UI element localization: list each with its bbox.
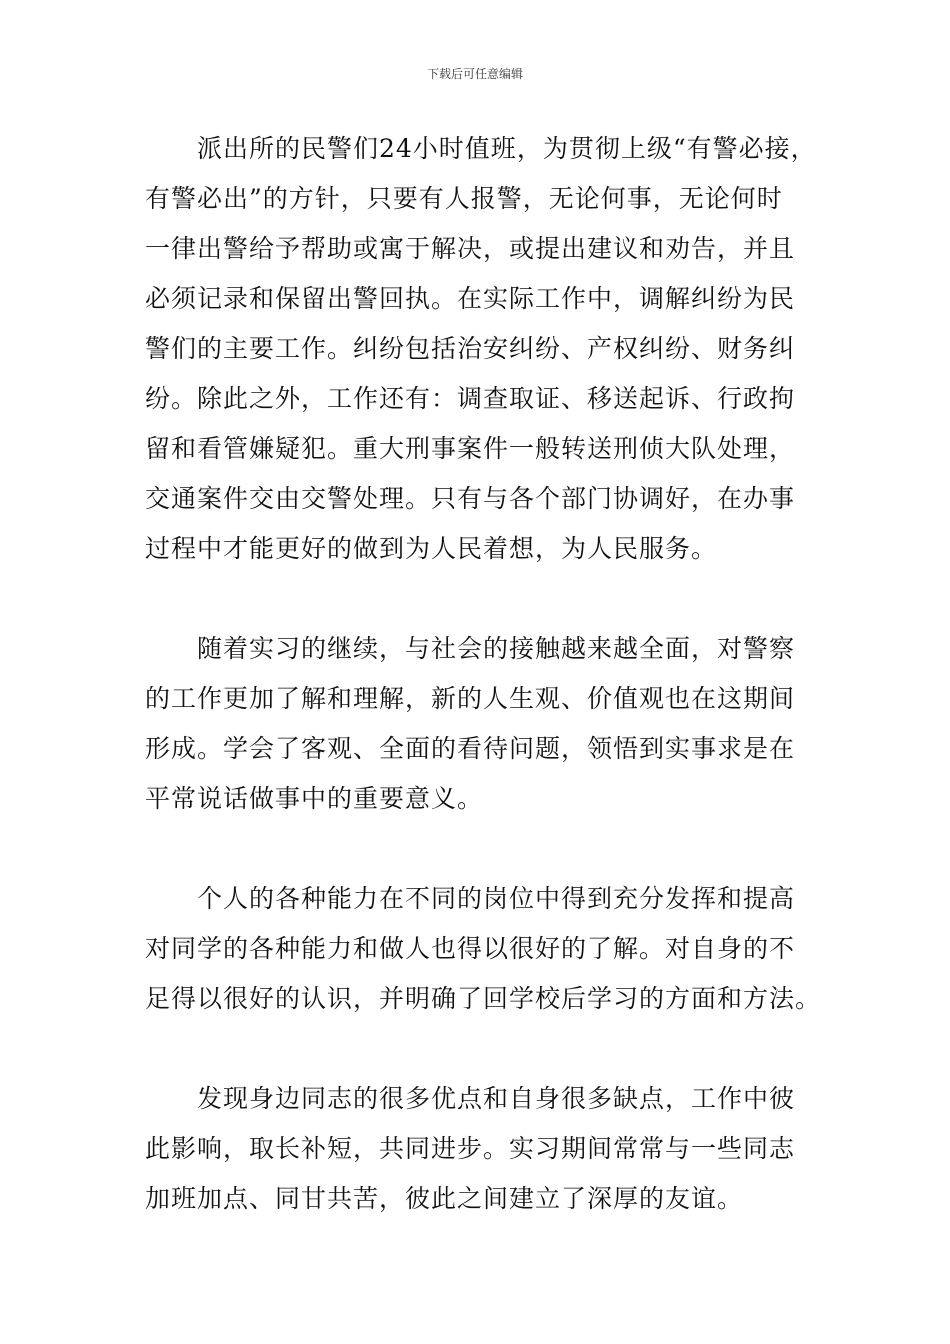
paragraph-line: 发现身边同志的很多优点和自身很多缺点，工作中彼	[197, 1084, 796, 1113]
paragraph-line: 派出所的民警们24小时值班，为贯彻上级“有警必接，	[197, 134, 817, 163]
paragraph-line: 交通案件交由交警处理。只有与各个部门协调好，在办事	[145, 484, 796, 513]
paragraph-line: 对同学的各种能力和做人也得以很好的了解。对自身的不	[145, 934, 796, 963]
paragraph-line: 警们的主要工作。纠纷包括治安纠纷、产权纠纷、财务纠	[145, 334, 796, 363]
paragraph-spacer	[145, 824, 815, 874]
paragraph-spacer	[145, 574, 815, 624]
paragraph-line: 平常说话做事中的重要意义。	[145, 784, 484, 813]
paragraph-spacer	[145, 1024, 815, 1074]
header-note: 下载后可任意编辑	[426, 67, 523, 81]
paragraph-line: 一律出警给予帮助或寓于解决，或提出建议和劝告，并且	[145, 234, 796, 263]
paragraph-line: 个人的各种能力在不同的岗位中得到充分发挥和提高	[197, 884, 796, 913]
paragraph-line: 的工作更加了解和理解，新的人生观、价值观也在这期间	[145, 684, 796, 713]
paragraph-line: 纷。除此之外，工作还有：调查取证、移送起诉、行政拘	[145, 384, 796, 413]
paragraph-line: 此影响，取长补短，共同进步。实习期间常常与一些同志	[145, 1134, 796, 1163]
paragraph-line: 随着实习的继续，与社会的接触越来越全面，对警察	[197, 634, 796, 663]
document-body	[145, 124, 822, 1224]
paragraph-3	[145, 874, 822, 1024]
paragraph-line: 留和看管嫌疑犯。重大刑事案件一般转送刑侦大队处理，	[145, 434, 796, 463]
paragraph-line: 必须记录和保留出警回执。在实际工作中，调解纠纷为民	[145, 284, 796, 313]
paragraph-line: 足得以很好的认识，并明确了回学校后学习的方面和方法。	[145, 984, 822, 1013]
paragraph-2	[145, 624, 815, 824]
paragraph-line: 有警必出”的方针，只要有人报警，无论何事，无论何时	[145, 184, 783, 213]
paragraph-line: 形成。学会了客观、全面的看待问题，领悟到实事求是在	[145, 734, 796, 763]
paragraph-1	[145, 124, 815, 574]
paragraph-line: 过程中才能更好的做到为人民着想，为人民服务。	[145, 534, 718, 563]
paragraph-4	[145, 1074, 815, 1224]
paragraph-line: 加班加点、同甘共苦，彼此之间建立了深厚的友谊。	[145, 1184, 744, 1213]
